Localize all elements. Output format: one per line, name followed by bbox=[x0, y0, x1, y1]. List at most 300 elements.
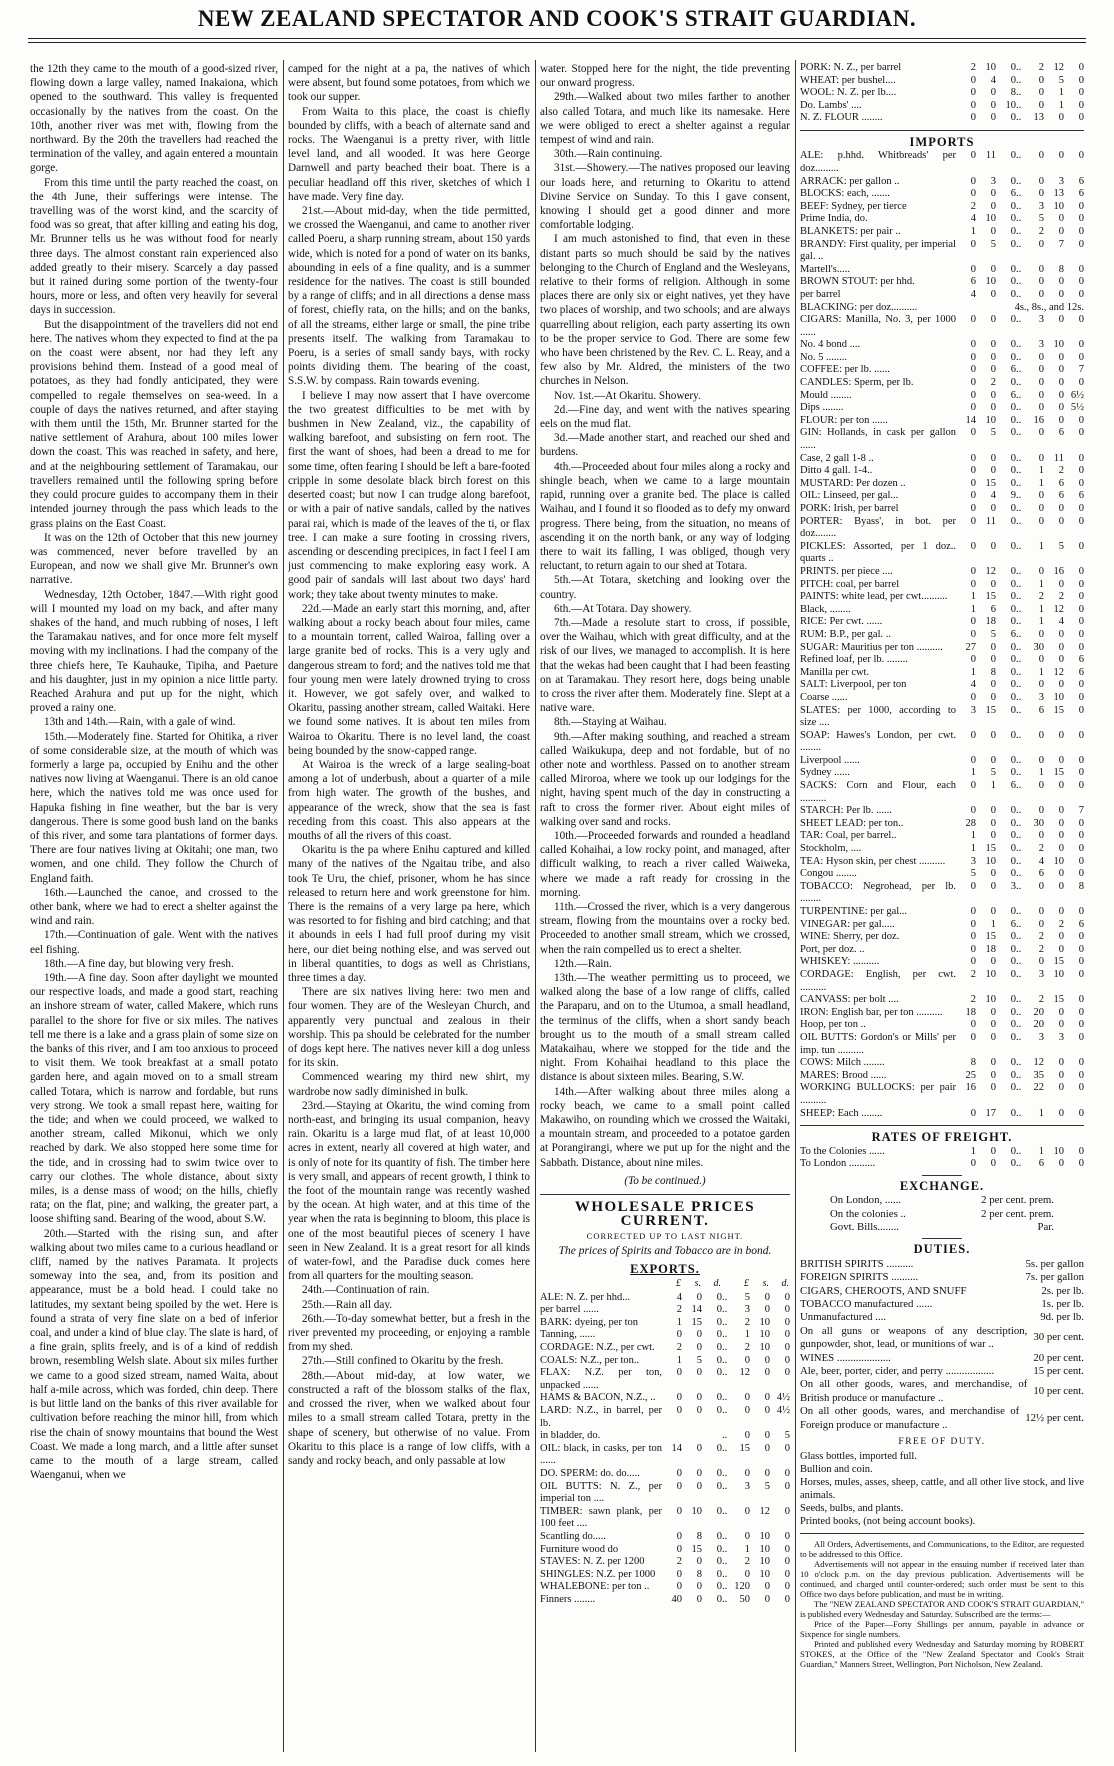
price-value: 10 bbox=[759, 1568, 770, 1580]
price-value: 0 bbox=[1058, 364, 1064, 376]
price-value: 0 bbox=[970, 112, 976, 124]
price-value: 0 bbox=[970, 465, 976, 477]
price-item: COWS: Milch ........ bbox=[800, 1057, 885, 1069]
price-value: 2 bbox=[1038, 931, 1044, 943]
price-separator: .. bbox=[1016, 490, 1022, 502]
price-value: 11 bbox=[985, 150, 996, 162]
price-row bbox=[800, 692, 1084, 705]
price-value: 0 bbox=[696, 1329, 702, 1341]
price-value: 0 bbox=[1078, 780, 1084, 792]
price-value: 4 bbox=[970, 213, 976, 225]
price-item: Refined loaf, per lb. ........ bbox=[800, 654, 908, 666]
duty-row bbox=[800, 1365, 1084, 1378]
price-separator: .. bbox=[722, 1593, 728, 1605]
price-value: 0 bbox=[1058, 276, 1064, 288]
produce-table bbox=[800, 62, 1084, 125]
paragraph: 17th.—Continuation of gale. Went with the natives eel fishing. bbox=[30, 929, 278, 956]
price-value: 2 bbox=[676, 1556, 682, 1568]
price-separator: .. bbox=[1016, 565, 1022, 577]
price-value: 5 bbox=[1058, 74, 1064, 86]
price-row bbox=[540, 1430, 790, 1443]
price-value: 0 bbox=[990, 1158, 996, 1170]
price-separator: .. bbox=[722, 1430, 728, 1442]
price-value: 6 bbox=[1078, 654, 1084, 666]
price-value: 0 bbox=[716, 1405, 722, 1416]
price-separator: .. bbox=[1016, 150, 1022, 162]
price-value: 2 bbox=[970, 994, 976, 1006]
price-item: Black, ........ bbox=[800, 603, 851, 615]
exports-body bbox=[540, 1292, 790, 1607]
price-value: 0 bbox=[716, 1316, 722, 1328]
price-item: OIL BUTTS: Gordon's or Mills' per imp. tun .......... bbox=[800, 1031, 956, 1056]
price-row bbox=[800, 213, 1084, 226]
price-item: TIMBER: sawn plank, per 100 feet .... bbox=[540, 1505, 662, 1530]
price-value: 3 bbox=[1038, 314, 1044, 326]
paragraph: 30th.—Rain continuing. bbox=[554, 148, 663, 161]
price-value: 1 bbox=[1038, 540, 1044, 552]
price-item: CORDAGE: English, per cwt. .......... bbox=[800, 968, 956, 993]
price-value: 0 bbox=[1010, 578, 1016, 590]
price-value: 5 bbox=[990, 767, 996, 779]
price-value: 2 bbox=[744, 1556, 750, 1568]
price-separator: .. bbox=[1016, 314, 1022, 326]
price-value: 0 bbox=[784, 1581, 790, 1593]
price-item: To London .......... bbox=[800, 1158, 876, 1170]
price-value: 0 bbox=[716, 1291, 722, 1303]
price-row bbox=[800, 1057, 1084, 1070]
price-value: 4½ bbox=[776, 1392, 790, 1404]
price-separator: .. bbox=[1016, 1006, 1022, 1018]
price-value: 0 bbox=[1010, 641, 1016, 653]
price-row bbox=[800, 264, 1084, 277]
price-item: TAR: Coal, per barrel.. bbox=[800, 830, 897, 842]
price-row bbox=[800, 75, 1084, 88]
price-separator: .. bbox=[1016, 704, 1022, 716]
price-value: 10 bbox=[759, 1530, 770, 1542]
free-of-duty-list bbox=[800, 1450, 1084, 1528]
price-value: 0 bbox=[764, 1392, 770, 1404]
price-row bbox=[540, 1506, 790, 1531]
price-value: 0 bbox=[1010, 968, 1016, 980]
price-item: N. Z. FLOUR ........ bbox=[800, 112, 883, 124]
price-item: VINEGAR: per gal..... bbox=[800, 918, 895, 930]
price-value: 4 bbox=[676, 1291, 682, 1303]
duty-row bbox=[800, 1311, 1084, 1324]
price-value: 3 bbox=[744, 1304, 750, 1316]
price-separator: .. bbox=[722, 1442, 728, 1454]
price-value: 0 bbox=[764, 1430, 770, 1442]
price-separator: .. bbox=[1016, 817, 1022, 829]
price-value: 6 bbox=[1078, 188, 1084, 200]
price-value: 0 bbox=[1038, 918, 1044, 930]
price-value: 0 bbox=[1078, 276, 1084, 288]
price-value: 0 bbox=[970, 754, 976, 766]
price-separator: .. bbox=[1016, 1145, 1022, 1157]
price-value: 5 bbox=[1058, 540, 1064, 552]
section-rule bbox=[922, 1175, 962, 1176]
price-value: 0 bbox=[676, 1392, 682, 1404]
price-value: 0 bbox=[1038, 754, 1044, 766]
duty-label: Unmanufactured .... bbox=[800, 1311, 887, 1324]
price-value: 0 bbox=[784, 1568, 790, 1580]
price-value: 2 bbox=[1038, 62, 1044, 73]
price-value: 0 bbox=[1078, 843, 1084, 855]
masthead-rule-thin bbox=[28, 42, 1086, 43]
price-row bbox=[800, 150, 1084, 175]
price-row bbox=[540, 1544, 790, 1557]
price-value: 30 bbox=[1033, 817, 1044, 829]
price-value: 0 bbox=[990, 679, 996, 691]
price-value: 0 bbox=[696, 1405, 702, 1416]
exchange-row bbox=[800, 1208, 1084, 1221]
price-row bbox=[800, 994, 1084, 1007]
price-value: 0 bbox=[676, 1405, 682, 1416]
price-value: 1 bbox=[970, 666, 976, 678]
price-item: Manilla per cwt. bbox=[800, 666, 870, 678]
price-value: 0 bbox=[1078, 591, 1084, 603]
price-value: 0 bbox=[970, 943, 976, 955]
duty-value: 1s. per lb. bbox=[1041, 1297, 1084, 1310]
price-value: 0 bbox=[970, 931, 976, 943]
price-value: 0 bbox=[716, 1530, 722, 1542]
paragraph: 25th.—Rain all day. bbox=[302, 1298, 393, 1311]
price-value: 0 bbox=[1078, 1019, 1084, 1031]
exchange-heading: EXCHANGE. bbox=[899, 1178, 985, 1193]
price-value: 0 bbox=[1010, 1158, 1016, 1170]
price-item: Ditto 4 gall. 1-4.. bbox=[800, 465, 873, 477]
section-rule bbox=[800, 1125, 1084, 1126]
price-separator: .. bbox=[722, 1543, 728, 1555]
price-value: 0 bbox=[716, 1543, 722, 1555]
price-value: 15 bbox=[1053, 704, 1064, 716]
exports-units-row bbox=[540, 1277, 790, 1292]
price-value: 0 bbox=[716, 1442, 722, 1454]
price-value: 0 bbox=[1010, 74, 1016, 86]
paragraph: 21st.—About mid-day, when the tide permitted, we crossed the Waenganui, and came to another river called Poeru, a sharp running stream, about 150 yards wide, which is noted for a pond of water on its banks, abounding in eels of a fine quality, and is a summer residence for the natives. The coast is still bounded by a range of cliffs; and in all directions a dense mass of forest, chiefly rata, on the hills; and on the banks, of all the streams, either large or small, the pine tribe presents itself. The walking from Taramakau to Poeru, is a series of small sandy bays, with rocky points dividing them. The bearing of the coast, S.S.W. by compass. Rain towards evening. bbox=[288, 205, 530, 388]
duty-label: On all guns or weapons of any description, gunpowder, shot, lead, or munitions of war .. bbox=[800, 1324, 1028, 1351]
price-value: 1 bbox=[1038, 578, 1044, 590]
price-value: 0 bbox=[1078, 968, 1084, 980]
price-item: LARD: N.Z., in barrel, per lb. bbox=[540, 1405, 662, 1429]
price-item: BRANDY: First quality, per imperial gal. .. bbox=[800, 238, 956, 263]
exchange-list bbox=[800, 1194, 1084, 1234]
price-value: 4 bbox=[1058, 616, 1064, 628]
price-row bbox=[800, 541, 1084, 566]
price-row bbox=[800, 830, 1084, 843]
price-value: 0 bbox=[716, 1556, 722, 1568]
price-value: 0 bbox=[1010, 666, 1016, 678]
price-value: 10 bbox=[1005, 99, 1016, 111]
duty-row bbox=[800, 1352, 1084, 1365]
price-value: 8 bbox=[990, 666, 996, 678]
price-value: 0 bbox=[784, 1291, 790, 1303]
paragraph: 28th.—About mid-day, at low water, we constructed a raft of the blossom stalks of the flax, and crossed the river, when we walked about four miles to a small stream called Totara, pretty in the shape of scenery, but otherwise of no value. From Okaritu to this place is a range of low cliffs, with a sandy and rocky beach, and only passable at low bbox=[288, 1369, 530, 1467]
price-value: 0 bbox=[990, 830, 996, 842]
price-item: MARES: Brood ...... bbox=[800, 1069, 887, 1081]
price-value: 0 bbox=[1078, 830, 1084, 842]
price-value: 12 bbox=[759, 1505, 770, 1517]
column-3 bbox=[540, 62, 790, 1752]
price-value: 0 bbox=[784, 1467, 790, 1479]
price-row bbox=[800, 705, 1084, 730]
duty-label: FOREIGN SPIRITS .......... bbox=[800, 1271, 919, 1284]
price-value: 0 bbox=[784, 1354, 790, 1366]
price-value: 0 bbox=[990, 339, 996, 351]
price-value: 6 bbox=[1058, 490, 1064, 502]
price-value: 0 bbox=[1058, 628, 1064, 640]
price-item: per barrel ...... bbox=[540, 1304, 599, 1316]
duty-value: 10 per cent. bbox=[1033, 1385, 1084, 1398]
price-value: 14 bbox=[671, 1442, 682, 1454]
price-value: 0 bbox=[1010, 817, 1016, 829]
price-row bbox=[540, 1317, 790, 1330]
price-item: IRON: English bar, per ton .......... bbox=[800, 1006, 943, 1018]
price-separator: .. bbox=[1016, 112, 1022, 124]
price-value: 0 bbox=[970, 654, 976, 666]
price-value: 28 bbox=[965, 817, 976, 829]
price-value: 0 bbox=[990, 1069, 996, 1081]
price-value: 0 bbox=[764, 1442, 770, 1454]
duty-label: Ale, beer, porter, cider, and perry .................. bbox=[800, 1364, 995, 1377]
price-separator: .. bbox=[1016, 843, 1022, 855]
price-value: 0 bbox=[696, 1467, 702, 1479]
price-value: 11 bbox=[1053, 452, 1064, 464]
price-item: ARRACK: per gallon .. bbox=[800, 175, 900, 187]
price-value: 8 bbox=[1058, 263, 1064, 275]
price-separator: .. bbox=[1016, 1158, 1022, 1170]
price-value: 0 bbox=[1058, 679, 1064, 691]
price-value: 0 bbox=[1010, 679, 1016, 691]
price-row bbox=[540, 1329, 790, 1342]
duty-label: BRITISH SPIRITS .......... bbox=[800, 1257, 914, 1270]
price-value: 0 bbox=[1058, 288, 1064, 300]
paragraph: From Waita to this place, the coast is chiefly bounded by cliffs, with a beach of alternate sand and rocks. The Waenganui is a pretty river, with little level land, and all wooded. It was here George Darnwell and party beached their boat. There is a peculiar headland off this river, sketches of which I have made. Very fine day. bbox=[288, 105, 530, 203]
price-value: 0 bbox=[1010, 150, 1016, 162]
price-row bbox=[800, 289, 1084, 302]
price-separator: .. bbox=[722, 1467, 728, 1479]
price-value: 4 bbox=[970, 679, 976, 691]
price-value: 0 bbox=[1010, 314, 1016, 326]
price-value: 13 bbox=[1053, 188, 1064, 200]
price-value: 0 bbox=[1038, 452, 1044, 464]
price-row bbox=[800, 843, 1084, 856]
price-value: 0 bbox=[970, 918, 976, 930]
price-value: 0 bbox=[1010, 994, 1016, 1006]
price-item: Prime India, do. bbox=[800, 213, 868, 225]
price-row bbox=[540, 1304, 790, 1317]
price-value: 0 bbox=[1058, 1107, 1064, 1119]
price-value: 0 bbox=[990, 880, 996, 892]
price-row bbox=[800, 969, 1084, 994]
price-value: 1 bbox=[970, 1145, 976, 1157]
price-value: 0 bbox=[1038, 389, 1044, 401]
price-value: 0 bbox=[1058, 1057, 1064, 1069]
price-row bbox=[800, 679, 1084, 692]
price-separator: .. bbox=[1016, 591, 1022, 603]
price-row bbox=[800, 352, 1084, 365]
price-row bbox=[800, 919, 1084, 932]
price-value: 0 bbox=[764, 1405, 770, 1416]
price-value: 0 bbox=[1038, 830, 1044, 842]
duty-value: 20 per cent. bbox=[1033, 1351, 1084, 1364]
paragraph: 7th.—Made a resolute start to cross, if possible, over the Waihau, which with great difficulty, and at the risk of our lives, we managed to accomplish. It is here that the wekas had been caught that I had been feasting on at Taramakau. They resort here, dogs being unable to cross the river after them. Moderately fine. Slept at a native ware. bbox=[540, 616, 790, 715]
price-value: 0 bbox=[1010, 1019, 1016, 1031]
price-value: 0 bbox=[990, 1019, 996, 1031]
price-value: 0 bbox=[1010, 591, 1016, 603]
paragraph: 8th.—Staying at Waihau. bbox=[554, 716, 667, 729]
price-item: SLATES: per 1000, according to size .... bbox=[800, 704, 956, 729]
price-row bbox=[800, 239, 1084, 264]
price-value: 0 bbox=[1010, 704, 1016, 716]
price-value: 0 bbox=[990, 729, 996, 741]
price-item: WHEAT: per bushel.... bbox=[800, 74, 896, 86]
price-separator: .. bbox=[1016, 213, 1022, 225]
price-value: 0 bbox=[1078, 1145, 1084, 1157]
price-row bbox=[540, 1443, 790, 1468]
price-item: Do. Lambs' .... bbox=[800, 99, 862, 111]
price-value: 0 bbox=[1078, 943, 1084, 955]
price-value: 2 bbox=[744, 1316, 750, 1328]
price-value: 0 bbox=[1010, 452, 1016, 464]
price-separator: .. bbox=[722, 1568, 728, 1580]
price-value: 0 bbox=[970, 906, 976, 917]
price-item: ALE: p.hhd. Whitbreads' per doz......... bbox=[800, 150, 956, 174]
free-item: Seeds, bulbs, and plants. bbox=[800, 1503, 904, 1515]
price-value: 0 bbox=[1038, 99, 1044, 111]
free-item: Glass bottles, imported full. bbox=[800, 1451, 917, 1463]
price-row bbox=[800, 944, 1084, 957]
price-value: 0 bbox=[970, 452, 976, 464]
price-value: 0 bbox=[716, 1354, 722, 1366]
price-value: 0 bbox=[1010, 200, 1016, 212]
price-value: 0 bbox=[1038, 288, 1044, 300]
price-row bbox=[800, 314, 1084, 339]
price-value: 5 bbox=[970, 868, 976, 880]
paragraph: Commenced wearing my third new shirt, my wardrobe now sadly diminished in bulk. bbox=[288, 1071, 530, 1098]
price-value: 0 bbox=[970, 503, 976, 514]
price-value: 18 bbox=[985, 616, 996, 628]
price-value: 0 bbox=[696, 1593, 702, 1605]
exchange-label: Govt. Bills........ bbox=[830, 1220, 899, 1233]
price-value: 0 bbox=[1058, 754, 1064, 766]
unit-label: £ bbox=[744, 1278, 749, 1290]
price-value: 0 bbox=[1010, 1006, 1016, 1018]
price-row bbox=[540, 1594, 790, 1607]
price-separator: .. bbox=[722, 1291, 728, 1303]
imports-heading: IMPORTS bbox=[909, 134, 975, 149]
paragraph: 13th.—The weather permitting us to proceed, we walked along the base of a low range of cliffs, called the Paraparu, and on to the Utumoa, a small headland, the terminus of the cliffs, when a short sandy beach brought us to the mouth of a small stream called Matakaihau, where we stopped for the tide and the night. From Kohaihai headland to this place the distance is about sixteen miles. Bearing, S.W. bbox=[540, 972, 790, 1084]
price-value: 0 bbox=[1058, 1158, 1064, 1170]
price-value: 0 bbox=[764, 1291, 770, 1303]
price-value: 0 bbox=[1058, 377, 1064, 389]
price-value: 0 bbox=[1010, 288, 1016, 300]
price-value: 0 bbox=[990, 1006, 996, 1018]
price-separator: .. bbox=[1016, 729, 1022, 741]
price-separator: .. bbox=[1016, 339, 1022, 351]
price-separator: .. bbox=[1016, 414, 1022, 426]
price-row bbox=[540, 1342, 790, 1355]
price-value: 0 bbox=[1078, 1082, 1084, 1094]
price-value: 0 bbox=[1058, 906, 1064, 917]
prices-corrected: CORRECTED UP TO LAST NIGHT. bbox=[586, 1231, 744, 1242]
price-row bbox=[800, 881, 1084, 906]
price-value: 0 bbox=[970, 880, 976, 892]
price-value: 2 bbox=[970, 62, 976, 73]
duty-label: CIGARS, CHEROOTS, AND SNUFF bbox=[800, 1284, 967, 1297]
price-value: 0 bbox=[1038, 515, 1044, 527]
price-value: 1 bbox=[1038, 465, 1044, 477]
exchange-row bbox=[800, 1221, 1084, 1234]
price-value: 0 bbox=[1078, 515, 1084, 527]
price-row bbox=[800, 755, 1084, 768]
price-value: 0 bbox=[784, 1342, 790, 1354]
price-value: 0 bbox=[696, 1442, 702, 1454]
price-value: 0 bbox=[990, 805, 996, 817]
price-value: 0 bbox=[1078, 956, 1084, 968]
price-value: 0 bbox=[1010, 931, 1016, 943]
price-row bbox=[800, 402, 1084, 415]
price-value: 2 bbox=[1038, 843, 1044, 855]
freight-heading: RATES OF FREIGHT. bbox=[871, 1130, 1013, 1145]
price-value: 1 bbox=[744, 1329, 750, 1341]
price-value: 14 bbox=[965, 414, 976, 426]
price-value: 0 bbox=[990, 754, 996, 766]
price-separator: .. bbox=[1016, 578, 1022, 590]
price-value: 0 bbox=[744, 1405, 750, 1416]
paragraph: 14th.—After walking about three miles along a rocky beach, we came to a small point called Makawiho, on rounding which we crossed the Waitaki, a mountain stream, and proceeded to a potatoe garden at Porangirangi, where we put up for the night and the Sabbath. Distance, about nine miles. bbox=[540, 1085, 790, 1169]
price-value: 0 bbox=[1078, 339, 1084, 351]
price-item: GIN: Hollands, in cask per gallon ...... bbox=[800, 427, 956, 452]
price-value: 0 bbox=[784, 1530, 790, 1542]
notice-paragraph: Printed and published every Wednesday and Saturday morning by ROBERT STOKES, at the Office of the "New Zealand Spectator and Cook's Strait Guardian," Manners Street, Wellington, Port Nicholson, New Zealand. bbox=[800, 1639, 1084, 1670]
price-value bbox=[662, 1430, 682, 1443]
price-value: 0 bbox=[990, 817, 996, 829]
price-item: Congou ........ bbox=[800, 868, 857, 880]
paragraph: 27th.—Still confined to Okaritu by the fresh. bbox=[302, 1355, 504, 1368]
price-value: 0 bbox=[1038, 377, 1044, 389]
price-value: 3 bbox=[990, 175, 996, 187]
price-value: 0 bbox=[784, 1367, 790, 1379]
paragraph: I believe I may now assert that I have overcome the two greatest difficulties to be met with by bushmen in New Zealand, viz., the capability of walking barefoot, and subsisting on fern root. The first the want of shoes, had been a dread to me for some time, often fearing I should be left a bare-footed cripple in some desolate black birch forest on this deserted coast; but now I can trudge along barefoot, or with a pair of native sandals, called by the natives parai rai, which is made of the leaves of the ti, or flax tree. I can make a sure footing in crossing rivers, ascending or descending precipices, in fact I feel I am just commencing to make exploring easy work. A good pair of sandals will last about two days' hard work; they take about twenty minutes to make. bbox=[288, 389, 530, 601]
price-value: 0 bbox=[696, 1581, 702, 1593]
price-value: 2 bbox=[744, 1342, 750, 1354]
prices-heading: WHOLESALE PRICES CURRENT. bbox=[574, 1199, 756, 1230]
price-value: 0 bbox=[1078, 414, 1084, 426]
price-value: 120 bbox=[734, 1581, 750, 1593]
price-value: 0 bbox=[1010, 112, 1016, 124]
price-value: 5 bbox=[764, 1480, 770, 1492]
price-value: 1 bbox=[1038, 477, 1044, 489]
to-be-continued: (To be continued.) bbox=[624, 1174, 706, 1187]
price-value: 1 bbox=[1038, 767, 1044, 779]
price-value: 0 bbox=[1078, 377, 1084, 389]
price-value: 0 bbox=[1038, 427, 1044, 439]
price-value: 0 bbox=[676, 1568, 682, 1580]
price-value: 0 bbox=[1078, 603, 1084, 615]
price-value: 1 bbox=[970, 830, 976, 842]
price-value: 10 bbox=[1053, 855, 1064, 867]
price-separator: .. bbox=[1016, 968, 1022, 980]
price-value: 2 bbox=[1038, 943, 1044, 955]
price-value: 0 bbox=[784, 1442, 790, 1454]
price-value: 5 bbox=[990, 427, 996, 439]
price-separator: .. bbox=[1016, 1107, 1022, 1119]
price-value: 0 bbox=[784, 1329, 790, 1341]
price-value: 0 bbox=[990, 465, 996, 477]
price-value: 15 bbox=[1053, 994, 1064, 1006]
price-value: 6 bbox=[1010, 188, 1016, 200]
price-item: WHISKEY: .......... bbox=[800, 956, 880, 968]
